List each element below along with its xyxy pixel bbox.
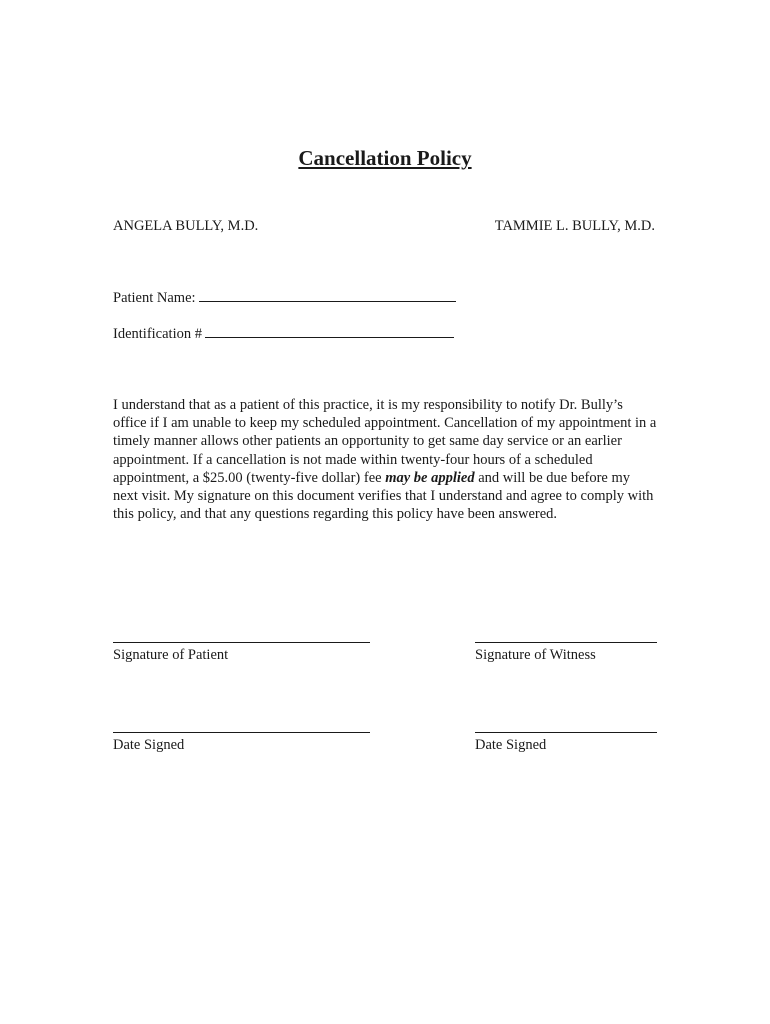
witness-signature-label: Signature of Witness — [475, 647, 596, 663]
patient-name-field[interactable] — [113, 290, 456, 307]
policy-text-emphasis: may be applied — [385, 469, 475, 486]
identification-field[interactable] — [113, 326, 454, 343]
patient-signature-label: Signature of Patient — [113, 647, 229, 663]
patient-name-label: Patient Name: — [113, 290, 196, 306]
policy-text-part2: and will be due before my next visit. My signature on this document verifies that I understand and agree to comply with this policy, and that any questions regarding this policy have been answered. — [113, 469, 654, 523]
doctor-name-left: ANGELA BULLY, M.D. — [113, 218, 259, 234]
policy-text-part1: I understand that as a patient of this practice, it is my responsibility to notify Dr. Bully’s office if I am unable to keep my scheduled appointment. Cancellation of my appointment in a timely manner allows other patients an opportunity to get same day service or an earlier appointment. If a cancellation is not made within twenty-four hours of a scheduled appointment, a $25.00 (twenty-five dollar) fee — [113, 397, 657, 486]
identification-label: Identification # — [113, 326, 202, 342]
identification-blank[interactable] — [205, 336, 454, 338]
policy-paragraph — [113, 396, 658, 523]
witness-date-label: Date Signed — [475, 737, 547, 753]
patient-name-blank[interactable] — [199, 300, 456, 302]
witness-signature-line[interactable] — [475, 642, 657, 643]
witness-date-line[interactable] — [475, 732, 657, 733]
document-title: Cancellation Policy — [298, 146, 472, 170]
patient-date-label: Date Signed — [113, 737, 185, 753]
patient-signature-line[interactable] — [113, 642, 370, 643]
patient-date-line[interactable] — [113, 732, 370, 733]
doctor-name-right: TAMMIE L. BULLY, M.D. — [494, 218, 655, 234]
